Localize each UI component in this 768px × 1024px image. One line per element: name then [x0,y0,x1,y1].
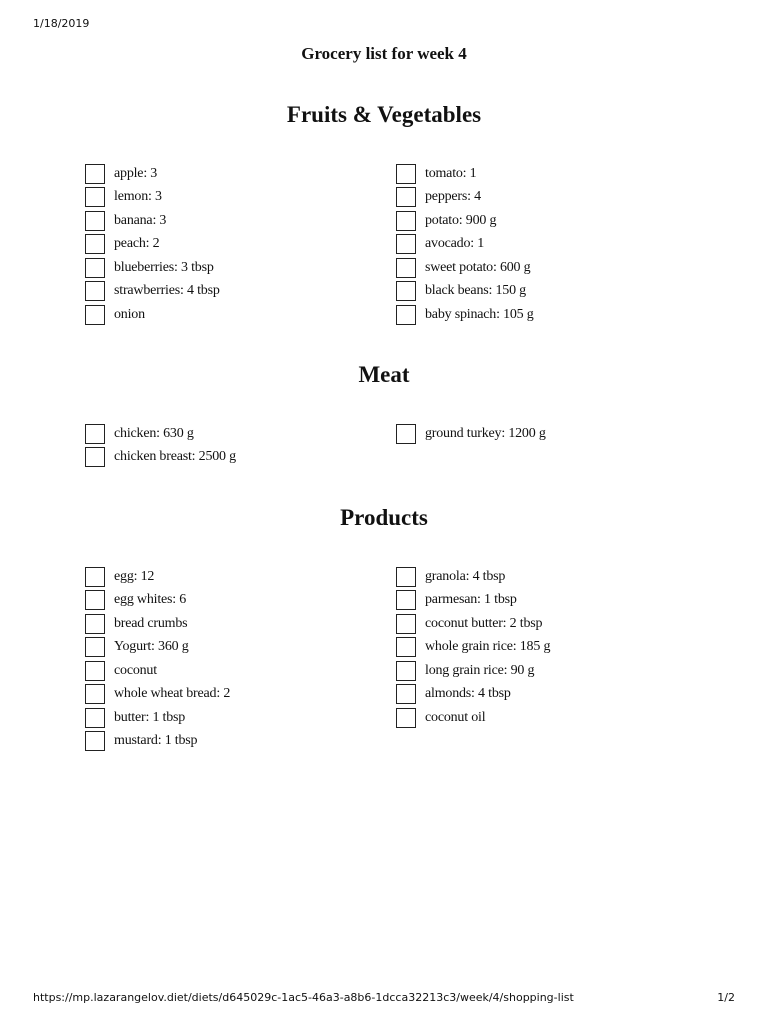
item-checkbox[interactable] [396,258,416,278]
item-checkbox[interactable] [396,281,416,301]
list-item [85,683,230,707]
item-checkbox[interactable] [396,187,416,207]
item-checkbox[interactable] [396,708,416,728]
item-label: potato: 900 g [425,212,497,228]
item-checkbox[interactable] [396,305,416,325]
list-item [85,446,236,470]
item-checkbox[interactable] [85,567,105,587]
item-checkbox[interactable] [85,637,105,657]
list-item [396,303,534,327]
section-meat [0,361,768,389]
list-item [85,730,230,754]
item-label: lemon: 3 [114,189,162,205]
list-item [85,233,220,257]
item-checkbox[interactable] [396,424,416,444]
item-label: coconut butter: 2 tbsp [425,615,543,631]
item-checkbox[interactable] [85,708,105,728]
item-checkbox[interactable] [85,164,105,184]
list-item [396,589,550,613]
item-checkbox[interactable] [85,614,105,634]
list-item [85,659,230,683]
list-item [85,162,220,186]
item-label: peach: 2 [114,236,160,252]
section-products [0,504,768,532]
page-title: Grocery list for week 4 [301,44,467,63]
item-label: egg: 12 [114,568,155,584]
item-checkbox[interactable] [85,281,105,301]
list-item [85,209,220,233]
item-checkbox[interactable] [85,661,105,681]
item-label: Yogurt: 360 g [114,639,189,655]
item-label: baby spinach: 105 g [425,306,534,322]
item-checkbox[interactable] [396,661,416,681]
print-date: 1/18/2019 [33,17,90,30]
item-checkbox[interactable] [85,731,105,751]
list-item [396,162,534,186]
list-item [85,256,220,280]
list-item [85,303,220,327]
list-item [396,233,534,257]
item-checkbox[interactable] [396,614,416,634]
section-title: Fruits & Vegetables [286,102,482,127]
item-checkbox[interactable] [85,211,105,231]
list-item [396,706,550,730]
item-checkbox[interactable] [396,234,416,254]
item-label: black beans: 150 g [425,283,526,299]
item-label: blueberries: 3 tbsp [114,259,214,275]
item-checkbox[interactable] [396,211,416,231]
item-label: butter: 1 tbsp [114,709,186,725]
section-title: Meat [358,362,410,387]
item-checkbox[interactable] [396,590,416,610]
item-checkbox[interactable] [396,567,416,587]
section-fruits-vegetables [0,101,768,129]
list-item [85,186,220,210]
item-label: chicken: 630 g [114,425,194,441]
item-checkbox[interactable] [85,258,105,278]
item-checkbox[interactable] [85,187,105,207]
list-item [396,186,534,210]
item-label: chicken breast: 2500 g [114,449,236,465]
item-label: apple: 3 [114,165,158,181]
item-label: egg whites: 6 [114,592,187,608]
item-checkbox[interactable] [85,590,105,610]
item-label: sweet potato: 600 g [425,259,531,275]
item-label: whole wheat bread: 2 [114,686,231,702]
item-checkbox[interactable] [396,164,416,184]
list-item [85,280,220,304]
item-label: almonds: 4 tbsp [425,686,511,702]
item-label: ground turkey: 1200 g [425,425,546,441]
list-item [396,683,550,707]
item-checkbox[interactable] [85,447,105,467]
item-checkbox[interactable] [396,637,416,657]
list-item [85,612,230,636]
column-right [396,162,534,327]
list-item [396,659,550,683]
item-label: avocado: 1 [425,236,485,252]
item-checkbox[interactable] [85,424,105,444]
item-label: bread crumbs [114,615,188,631]
column-left [85,565,230,753]
section-title: Products [340,505,428,530]
item-label: peppers: 4 [425,189,481,205]
item-label: mustard: 1 tbsp [114,733,198,749]
item-checkbox[interactable] [85,684,105,704]
list-item [396,256,534,280]
list-item [85,565,230,589]
list-item [396,422,546,446]
item-label: long grain rice: 90 g [425,662,535,678]
item-label: whole grain rice: 185 g [425,639,551,655]
list-item [396,612,550,636]
column-right [396,565,550,730]
item-checkbox[interactable] [85,234,105,254]
item-checkbox[interactable] [396,684,416,704]
list-item [85,706,230,730]
item-label: strawberries: 4 tbsp [114,283,220,299]
item-label: tomato: 1 [425,165,477,181]
item-label: parmesan: 1 tbsp [425,592,517,608]
item-label: granola: 4 tbsp [425,568,506,584]
list-item [396,565,550,589]
footer-url: https://mp.lazarangelov.diet/diets/d645029c-1ac5-46a3-a8b6-1dcca32213c3/week/4/shopping-list [33,991,574,1004]
list-item [85,422,236,446]
item-label: banana: 3 [114,212,167,228]
item-label: onion [114,306,145,322]
list-item [396,280,534,304]
item-checkbox[interactable] [85,305,105,325]
list-item [85,636,230,660]
page-number: 1/2 [717,991,735,1004]
column-right [396,422,546,446]
item-label: coconut [114,662,157,678]
item-label: coconut oil [425,709,486,725]
list-item [85,589,230,613]
column-left [85,422,236,469]
list-item [396,636,550,660]
column-left [85,162,220,327]
list-item [396,209,534,233]
